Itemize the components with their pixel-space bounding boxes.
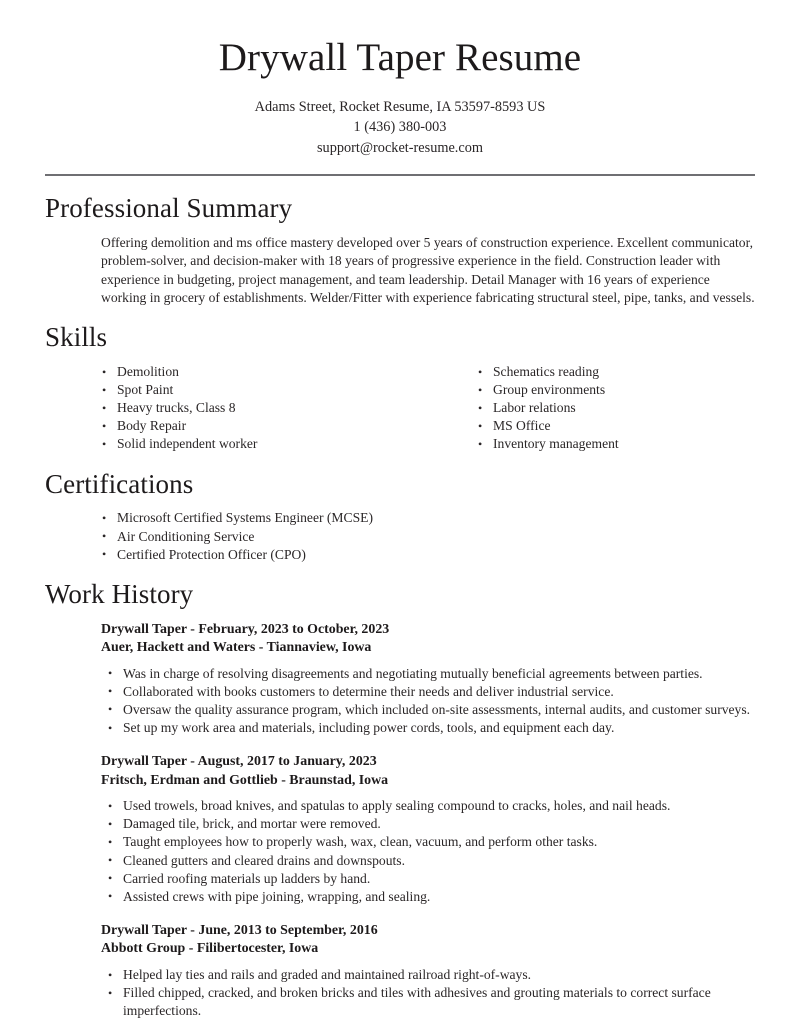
section-professional-summary bbox=[0, 193, 800, 307]
list-item: • Air Conditioning Service bbox=[101, 528, 755, 546]
contact-address: Adams Street, Rocket Resume, IA 53597-8593 US bbox=[254, 98, 546, 115]
section-heading-work-history: Work History bbox=[45, 578, 194, 609]
list-item: • Schematics reading bbox=[477, 363, 755, 381]
section-certifications bbox=[0, 469, 800, 564]
section-heading-skills: Skills bbox=[45, 322, 108, 353]
certifications-list bbox=[101, 509, 755, 563]
job-responsibilities-list bbox=[101, 966, 755, 1020]
job-company-line: Fritsch, Erdman and Gottlieb - Braunstad, Iowa bbox=[101, 772, 389, 788]
job-responsibilities-list bbox=[101, 797, 755, 906]
list-item: • Collaborated with books customers to determine their needs and deliver industrial service. bbox=[107, 683, 755, 701]
job-title-line: Drywall Taper - August, 2017 to January, 2023 bbox=[101, 754, 377, 770]
skills-list-right bbox=[477, 363, 755, 453]
list-item: • Labor relations bbox=[477, 399, 755, 417]
job-responsibilities-list bbox=[101, 665, 755, 737]
list-item: • Group environments bbox=[477, 381, 755, 399]
list-item: • Set up my work area and materials, including power cords, tools, and equipment each day. bbox=[107, 719, 755, 737]
list-item: • Demolition bbox=[101, 363, 428, 381]
list-item: • Was in charge of resolving disagreements and negotiating mutually beneficial agreements between parties. bbox=[107, 665, 755, 683]
work-history-entry bbox=[101, 922, 755, 1020]
certifications-body bbox=[45, 500, 755, 563]
professional-summary-body bbox=[45, 225, 755, 307]
section-work-history bbox=[0, 579, 800, 1021]
list-item: • Used trowels, broad knives, and spatulas to apply sealing compound to cracks, holes, and nail heads. bbox=[107, 797, 755, 815]
list-item: • MS Office bbox=[477, 417, 755, 435]
list-item: • Body Repair bbox=[101, 417, 428, 435]
list-item: • Damaged tile, brick, and mortar were removed. bbox=[107, 815, 755, 833]
list-item: • Solid independent worker bbox=[101, 435, 428, 453]
job-company-line: Auer, Hackett and Waters - Tiannaview, Iowa bbox=[101, 640, 372, 656]
skills-column-right bbox=[428, 363, 755, 453]
work-history-entry bbox=[101, 621, 755, 738]
job-company-line: Abbott Group - Filibertocester, Iowa bbox=[101, 941, 319, 957]
list-item: • Spot Paint bbox=[101, 381, 428, 399]
contact-block bbox=[0, 97, 800, 159]
work-history-entry bbox=[101, 753, 755, 906]
list-item: • Taught employees how to properly wash, wax, clean, vacuum, and perform other tasks. bbox=[107, 833, 755, 851]
list-item: • Helped lay ties and rails and graded and maintained railroad right-of-ways. bbox=[107, 966, 755, 984]
job-title-line: Drywall Taper - February, 2023 to October, 2023 bbox=[101, 621, 390, 637]
section-heading-professional-summary: Professional Summary bbox=[45, 193, 293, 224]
professional-summary-text: Offering demolition and ms office mastery developed over 5 years of construction experience. Excellent communicator, problem-solver, and decision-maker with 18 years of progressive experience in the field. Construction leader with experience in budgeting, project management, and team leadership. Detail Manager with 16 years of experience working in grocery of establishments. Welder/Fitter with experience fabricating structural steel, pipe, tanks, and vessels. bbox=[101, 235, 755, 305]
resume-header bbox=[0, 0, 800, 158]
job-title-line: Drywall Taper - June, 2013 to September, 2016 bbox=[101, 922, 378, 938]
contact-phone: 1 (436) 380-003 bbox=[353, 119, 447, 136]
list-item: • Inventory management bbox=[477, 435, 755, 453]
list-item: • Carried roofing materials up ladders by hand. bbox=[107, 870, 755, 888]
list-item: • Cleaned gutters and cleared drains and downspouts. bbox=[107, 852, 755, 870]
list-item: • Heavy trucks, Class 8 bbox=[101, 399, 428, 417]
list-item: • Oversaw the quality assurance program, which included on-site assessments, internal audits, and customer surveys. bbox=[107, 701, 755, 719]
list-item: • Filled chipped, cracked, and broken bricks and tiles with adhesives and grouting materials to correct surface imperfections. bbox=[107, 984, 755, 1020]
list-item: • Assisted crews with pipe joining, wrapping, and sealing. bbox=[107, 888, 755, 906]
section-skills bbox=[0, 322, 800, 453]
skills-column-left bbox=[101, 363, 428, 453]
header-divider bbox=[45, 174, 755, 176]
work-history-body bbox=[45, 611, 755, 1021]
contact-email: support@rocket-resume.com bbox=[316, 139, 483, 156]
skills-list-left bbox=[101, 363, 428, 453]
section-heading-certifications: Certifications bbox=[45, 468, 194, 499]
skills-columns bbox=[45, 354, 755, 453]
list-item: • Certified Protection Officer (CPO) bbox=[101, 546, 755, 564]
list-item: • Microsoft Certified Systems Engineer (MCSE) bbox=[101, 509, 755, 527]
page-title: Drywall Taper Resume bbox=[218, 36, 582, 79]
